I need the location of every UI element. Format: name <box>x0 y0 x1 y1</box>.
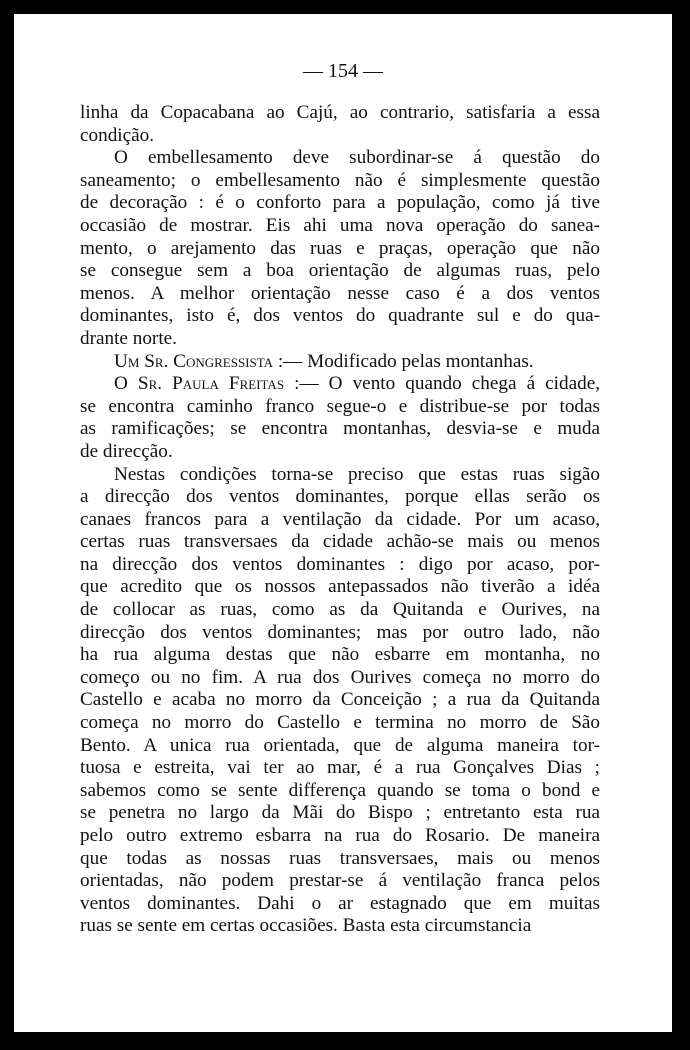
text-line: que acredito que os nossos antepassados não tiverão a idéa <box>80 576 600 598</box>
text-line: de decoração : é o conforto para a população, como já tive <box>80 192 600 214</box>
text-line: tuosa e estreita, vai ter ao mar, é a rua Gonçalves Dias ; <box>80 757 600 779</box>
speech-text: :— Modificado pelas montanhas. <box>273 350 534 372</box>
body-text <box>80 102 600 938</box>
paragraph <box>80 147 600 350</box>
text-line: saneamento; o embellesamento não é simplesmente questão <box>80 169 600 191</box>
text-line: occasião de mostrar. Eis ahi uma nova operação do sanea- <box>80 214 600 236</box>
text-line: começo ou no fim. A rua dos Ourives começa no morro do <box>80 666 600 688</box>
text-line: que todas as nossas ruas transversaes, mais ou menos <box>80 847 600 869</box>
paragraph <box>80 102 600 147</box>
text-line: direcção dos ventos dominantes; mas por outro lado, não <box>80 621 600 643</box>
paragraph <box>80 464 600 938</box>
text-line: na direcção dos ventos dominantes : digo por acaso, por- <box>80 553 600 575</box>
text-line: Bento. A unica rua orientada, que de alguma maneira tor- <box>80 734 600 756</box>
text-line: O embellesamento deve subordinar-se á questão do <box>114 147 600 169</box>
text-line <box>80 373 600 396</box>
text-line: de direcção. <box>80 440 173 462</box>
text-line: Castello e acaba no morro da Conceição ; a rua da Quitanda <box>80 689 600 711</box>
text-line: se consegue sem a boa orientação de algumas ruas, pelo <box>80 260 600 282</box>
text-line: pelo outro extremo esbarra na rua do Rosario. De maneira <box>80 825 600 846</box>
text-line: começa no morro do Castello e termina no morro de São <box>80 712 600 734</box>
text-line: ruas se sente em certas occasiões. Basta esta circumstancia <box>80 915 532 937</box>
text-line: canaes francos para a ventilação da cidade. Por um acaso, <box>80 508 600 530</box>
text-line: dominantes, isto é, dos ventos do quadrante sul e do qua- <box>80 305 600 327</box>
paragraph <box>80 373 600 463</box>
page-number: — 154 — <box>303 60 383 82</box>
book-page <box>14 14 672 1032</box>
paragraph <box>80 351 600 374</box>
text-line: de collocar as ruas, como as da Quitanda e Ourives, na <box>80 599 600 621</box>
text-line: condição. <box>80 124 155 146</box>
text-line: as ramificações; se encontra montanhas, desvia-se e muda <box>80 418 600 440</box>
text-line: se penetra no largo da Mãi do Bispo ; entretanto esta rua <box>80 802 600 824</box>
text-line <box>80 351 600 374</box>
text-line: se encontra caminho franco segue-o e distribue-se por todas <box>80 395 600 417</box>
text-line: Nestas condições torna-se preciso que estas ruas sigão <box>114 463 600 485</box>
text-line: ha rua alguma destas que não esbarre em montanha, no <box>80 644 600 666</box>
text-line: ventos dominantes. Dahi o ar estagnado que em muitas <box>80 892 600 914</box>
text-line: mento, o arejamento das ruas e praças, operação que não <box>80 237 600 259</box>
text-line: linha da Copacabana ao Cajú, ao contrario, satisfaria a essa <box>80 102 600 123</box>
speaker-name: O Sr. Paula Freitas <box>114 373 285 395</box>
text-line: orientadas, não podem prestar-se á ventilação franca pelos <box>80 870 600 892</box>
text-line: sabemos como se sente differença quando se toma o bond e <box>80 779 600 801</box>
speaker-name: Um Sr. Congressista <box>114 350 274 372</box>
text-line: menos. A melhor orientação nesse caso é a dos ventos <box>80 282 600 304</box>
text-line: a direcção dos ventos dominantes, porque ellas serão os <box>80 486 600 508</box>
text-line: drante norte. <box>80 327 177 349</box>
speech-text: :— O vento quando chega á cidade, <box>284 373 601 395</box>
text-line: certas ruas transversaes da cidade achão-se mais ou menos <box>80 531 600 553</box>
